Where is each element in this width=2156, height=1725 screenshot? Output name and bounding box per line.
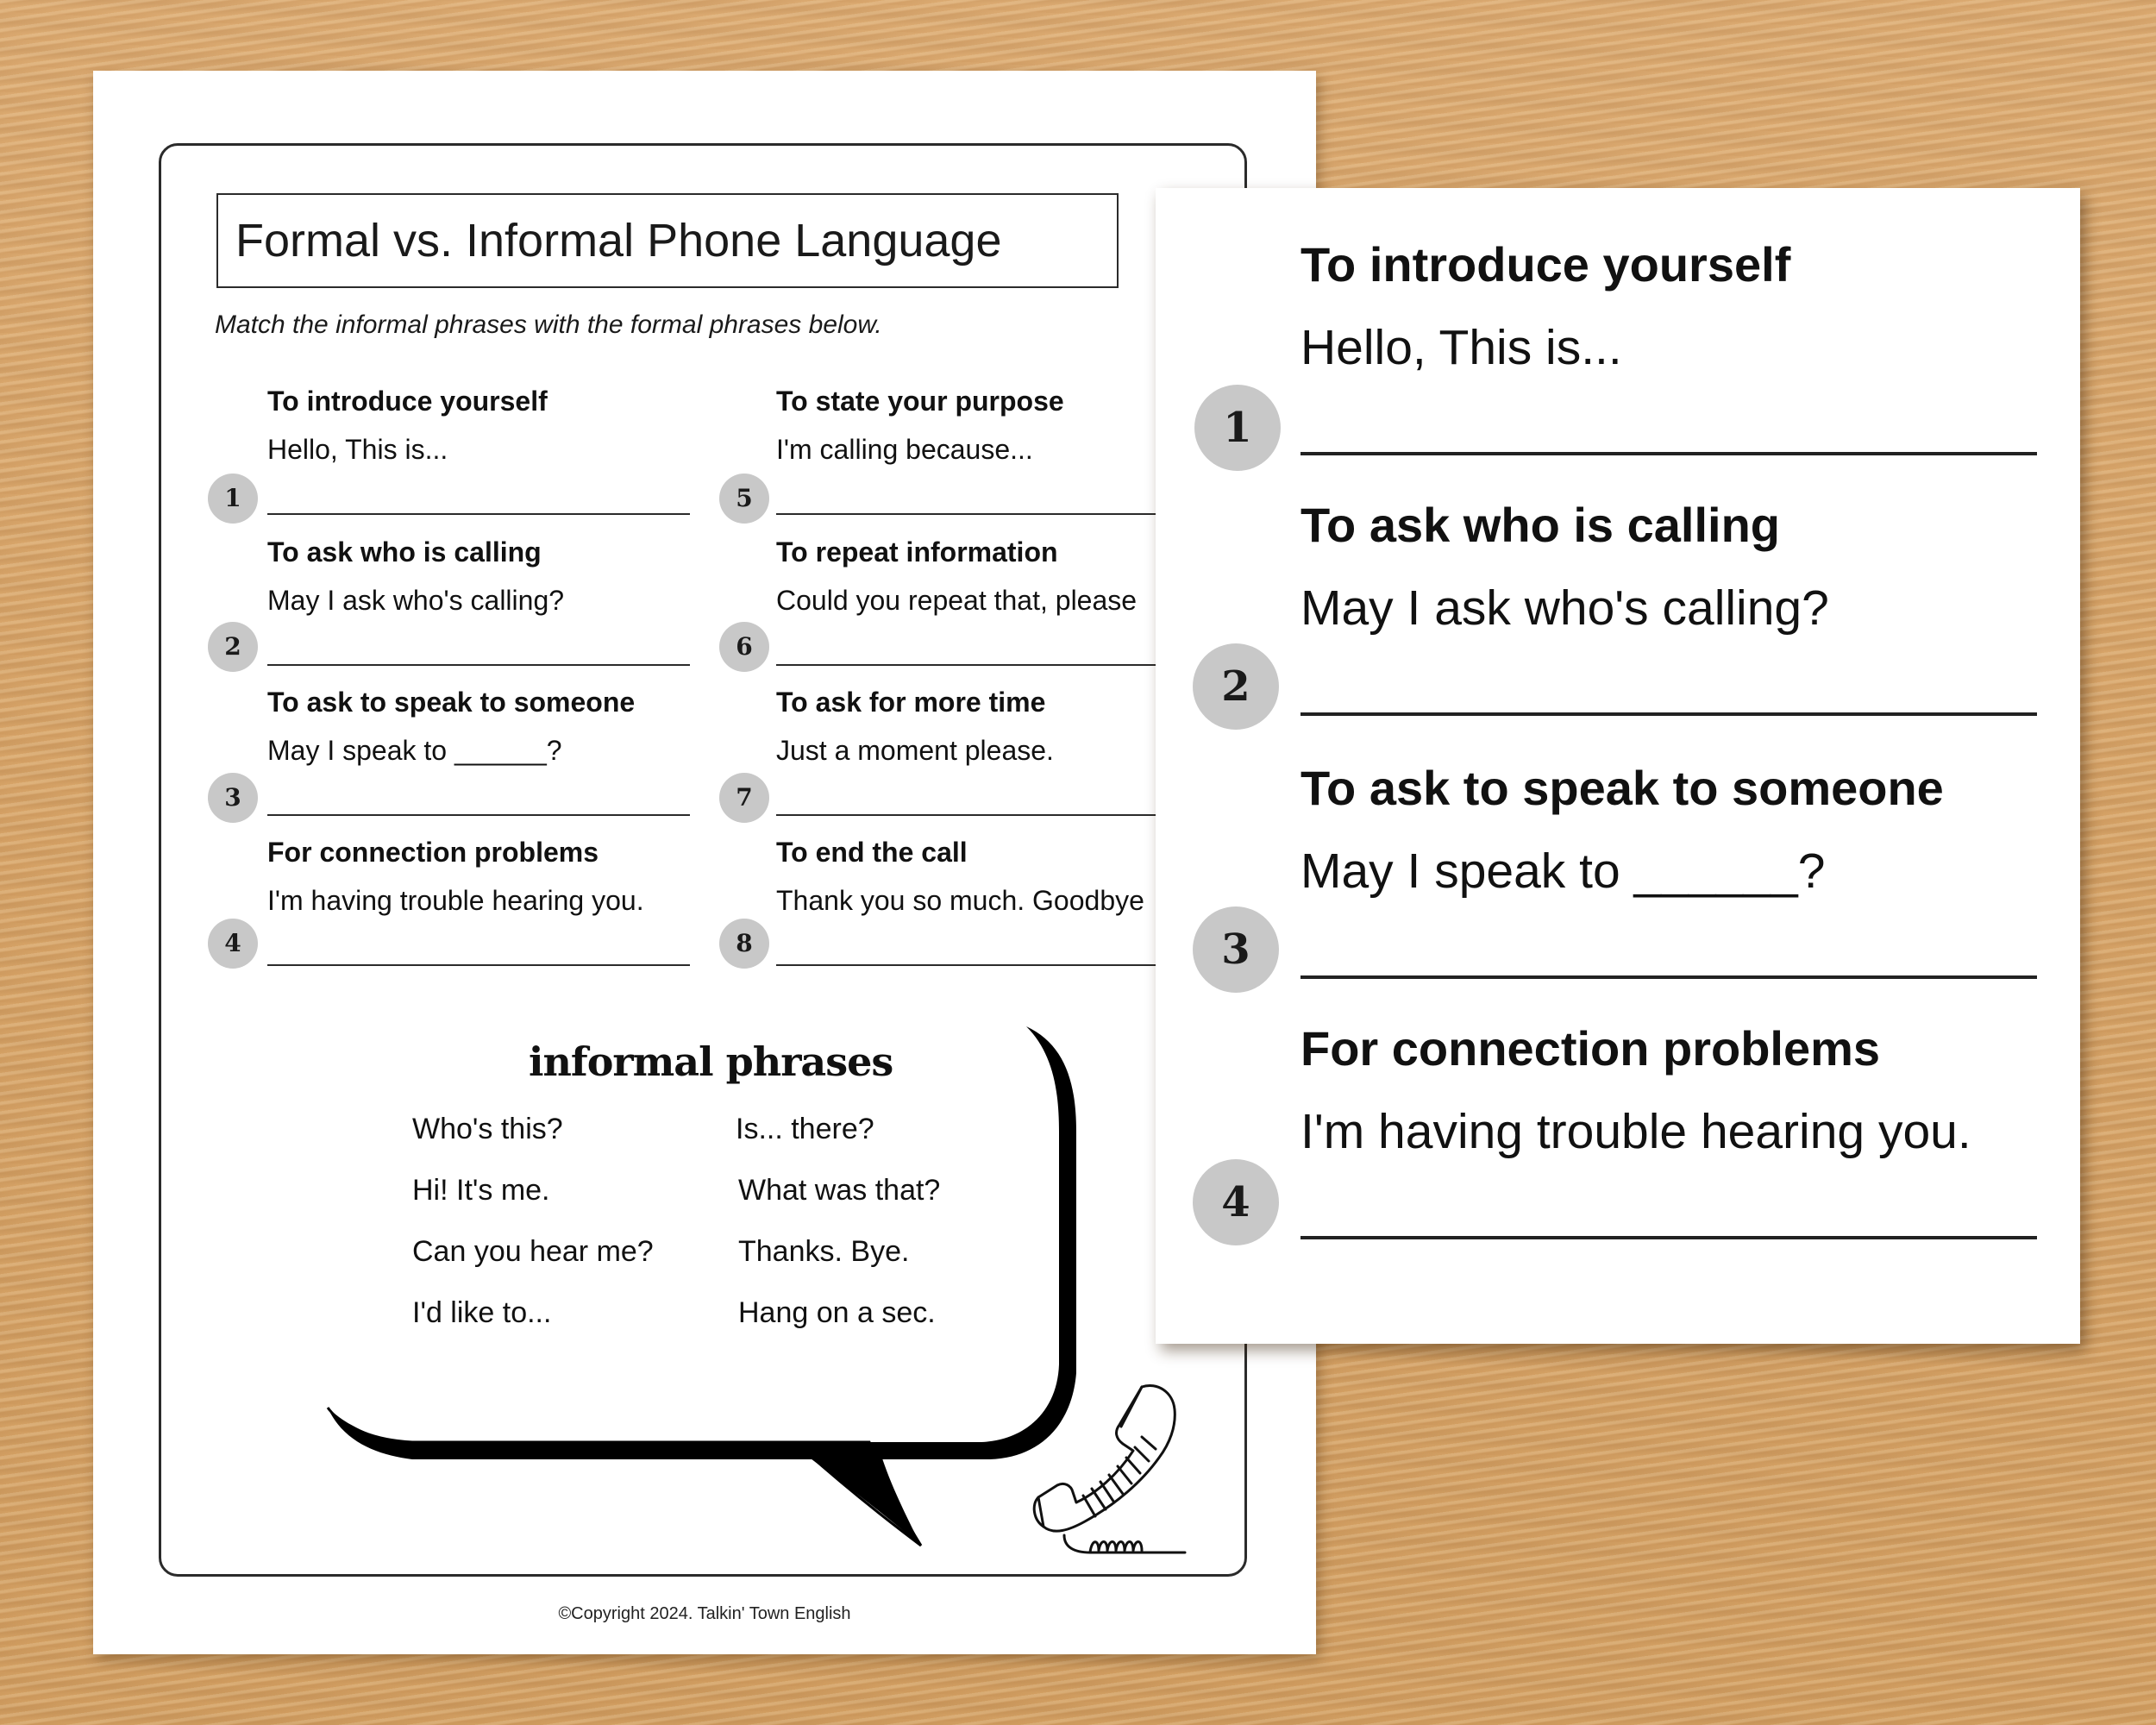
informal-phrase: What was that?: [738, 1174, 941, 1207]
number-badge-7: 7: [719, 773, 769, 823]
number-badge-4: 4: [1193, 1159, 1279, 1245]
number-badge-6: 6: [719, 622, 769, 672]
number-badge-1: 1: [1194, 385, 1281, 471]
item-heading: To repeat information: [776, 536, 1058, 568]
answer-line[interactable]: [776, 664, 1199, 666]
informal-phrase: I'd like to...: [412, 1296, 552, 1329]
number-badge-4: 4: [208, 919, 258, 969]
item-phrase: May I speak to ______?: [1300, 844, 1826, 899]
informal-phrase: Is... there?: [736, 1113, 874, 1145]
item-phrase: I'm having trouble hearing you.: [1300, 1104, 1971, 1159]
informal-phrase: Hi! It's me.: [412, 1174, 550, 1207]
item-heading: To end the call: [776, 837, 968, 868]
answer-line[interactable]: [1300, 452, 2037, 455]
item-phrase: May I ask who's calling?: [267, 585, 565, 616]
item-phrase: May I ask who's calling?: [1300, 580, 1829, 636]
answer-line[interactable]: [267, 513, 690, 515]
item-heading: To introduce yourself: [1300, 237, 1791, 292]
item-heading: To state your purpose: [776, 386, 1064, 417]
answer-line[interactable]: [267, 964, 690, 966]
answer-line[interactable]: [1300, 975, 2037, 979]
item-phrase: May I speak to ______?: [267, 735, 562, 766]
item-heading: To introduce yourself: [267, 386, 548, 417]
item-phrase: Hello, This is...: [267, 434, 448, 465]
telephone-receiver-icon: [1012, 1375, 1202, 1565]
item-phrase: Could you repeat that, please: [776, 585, 1138, 616]
number-badge-8: 8: [719, 919, 769, 969]
answer-line[interactable]: [776, 814, 1199, 816]
item-heading: To ask to speak to someone: [1300, 761, 1944, 815]
item-heading: To ask to speak to someone: [267, 687, 636, 718]
informal-phrase: Who's this?: [412, 1113, 563, 1145]
number-badge-3: 3: [208, 773, 258, 823]
item-heading: For connection problems: [267, 837, 599, 868]
answer-line[interactable]: [776, 513, 1199, 515]
number-badge-1: 1: [208, 474, 258, 524]
item-heading: For connection problems: [1300, 1021, 1881, 1076]
number-badge-5: 5: [719, 474, 769, 524]
zoomed-detail-card: [1156, 188, 2080, 1344]
informal-phrase: Can you hear me?: [412, 1235, 654, 1268]
item-heading: To ask who is calling: [1300, 498, 1780, 552]
instructions: Match the informal phrases with the formal phrases below.: [215, 310, 882, 339]
item-heading: To ask who is calling: [267, 536, 542, 568]
item-phrase: Thank you so much. Goodbye: [776, 885, 1144, 916]
worksheet-title: Formal vs. Informal Phone Language: [216, 193, 1119, 288]
item-phrase: I'm having trouble hearing you.: [267, 885, 644, 916]
informal-phrase: Hang on a sec.: [738, 1296, 936, 1329]
answer-line[interactable]: [1300, 1236, 2037, 1239]
number-badge-2: 2: [1193, 643, 1279, 730]
number-badge-2: 2: [208, 622, 258, 672]
item-heading: To ask for more time: [776, 687, 1046, 718]
informal-phrase: Thanks. Bye.: [738, 1235, 910, 1268]
answer-line[interactable]: [1300, 712, 2037, 716]
answer-line[interactable]: [776, 964, 1199, 966]
item-phrase: I'm calling because...: [776, 434, 1033, 465]
item-phrase: Hello, This is...: [1300, 320, 1622, 375]
answer-line[interactable]: [267, 664, 690, 666]
copyright: ©Copyright 2024. Talkin' Town English: [558, 1604, 851, 1623]
informal-phrases-title: informal phrases: [529, 1038, 893, 1085]
answer-line[interactable]: [267, 814, 690, 816]
number-badge-3: 3: [1193, 906, 1279, 993]
worksheet-page: [93, 71, 1316, 1654]
item-phrase: Just a moment please.: [776, 735, 1054, 766]
